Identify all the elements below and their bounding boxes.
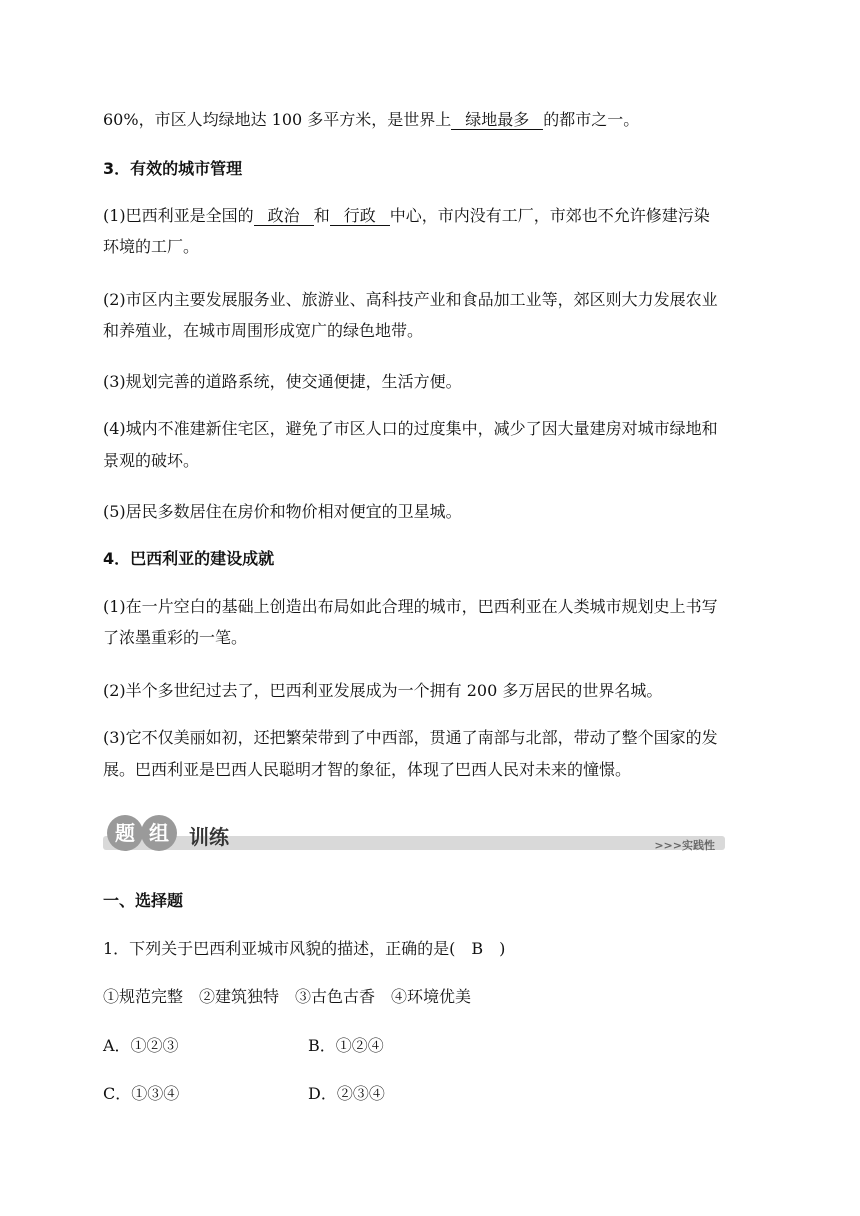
fill-blank-answer: 绿地最多 [451,111,543,130]
section3-heading: 3．有效的城市管理 [103,159,243,178]
section3-p1-line1 [103,206,710,226]
section3-p4-line1: (4)城内不准建新住宅区，避免了市区人口的过度集中，减少了因大量建房对城市绿地和 [103,419,718,438]
section3-p2-line2: 和养殖业，在城市周围形成宽广的绿色地带。 [103,321,424,340]
option-c: C．①③④ [103,1084,180,1103]
section3-p1-part2: 和 [313,206,330,225]
banner-tag: >>>实践性 [654,839,715,852]
section3-p3: (3)规划完善的道路系统，使交通便捷，生活方便。 [103,372,462,391]
top-paragraph-text-before: 60%，市区人均绿地达 100 多平方米，是世界上 [103,110,452,129]
section4-p2: (2)半个多世纪过去了，巴西利亚发展成为一个拥有 200 多万居民的世界名城。 [103,681,663,700]
exercise-group-banner [103,815,725,857]
section3-p1-part1: (1)巴西利亚是全国的 [103,206,254,225]
banner-title: 训练 [189,825,229,849]
fill-blank-answer: 政治 [254,207,314,226]
section4-p1-line2: 了浓墨重彩的一笔。 [103,628,248,647]
section4-p1-line1: (1)在一片空白的基础上创造出布局如此合理的城市，巴西利亚在人类城市规划史上书写 [103,597,718,616]
section4-heading: 4．巴西利亚的建设成就 [103,549,275,568]
fill-blank-answer: 行政 [330,207,390,226]
section3-p5: (5)居民多数居住在房价和物价相对便宜的卫星城。 [103,502,462,521]
section3-p1-part3: 中心，市内没有工厂，市郊也不允许修建污染 [389,206,710,225]
question-1-stem: 1．下列关于巴西利亚城市风貌的描述，正确的是( B ) [103,939,506,958]
option-b: B．①②④ [308,1036,384,1055]
section4-p3-line1: (3)它不仅美丽如初，还把繁荣带到了中西部，贯通了南部与北部，带动了整个国家的发 [103,728,718,747]
option-d: D．②③④ [308,1084,385,1103]
section4-p3-line2: 展。巴西利亚是巴西人民聪明才智的象征，体现了巴西人民对未来的憧憬。 [103,760,632,779]
banner-badge-char-2: 组 [141,815,177,851]
section3-p4-line2: 景观的破坏。 [103,451,200,470]
top-paragraph [103,110,639,130]
banner-badge-char-1: 题 [107,815,143,851]
top-paragraph-text-after: 的都市之一。 [543,110,640,129]
option-a: A．①②③ [103,1036,179,1055]
section3-p1-line2: 环境的工厂。 [103,237,200,256]
question-1-statements: ①规范完整 ②建筑独特 ③古色古香 ④环境优美 [103,987,472,1006]
section3-p2-line1: (2)市区内主要发展服务业、旅游业、高科技产业和食品加工业等，郊区则大力发展农业 [103,290,718,309]
exercises-heading: 一、选择题 [103,891,184,910]
